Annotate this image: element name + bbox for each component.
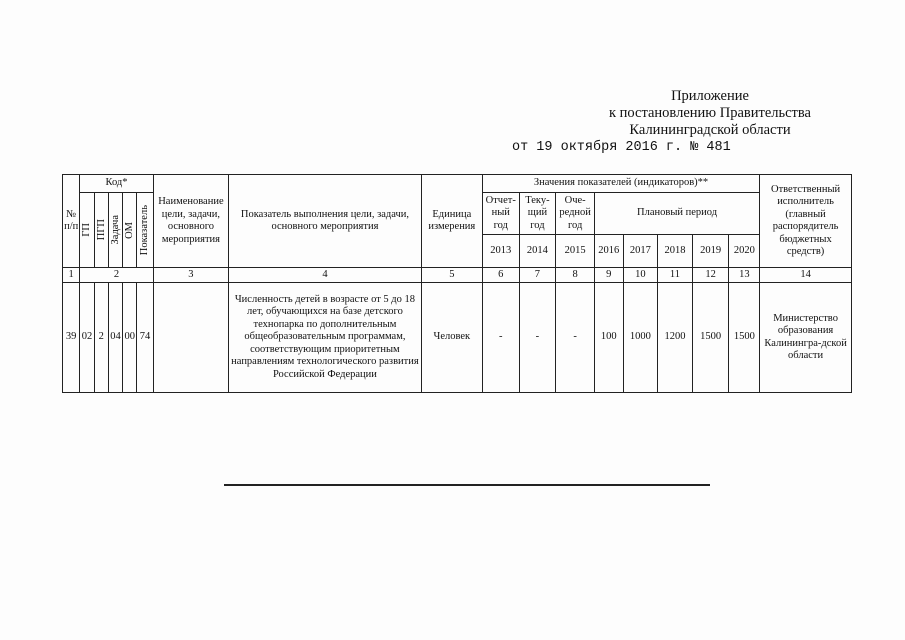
code-indicator: Показатель	[138, 204, 150, 256]
row-responsible: Министерство образования Калинингра-дской области	[760, 283, 852, 393]
row-value-2019: 1500	[692, 283, 729, 393]
row-no: 39	[63, 283, 80, 393]
row-code-pgp: 2	[94, 283, 108, 393]
code-pgp: ПГП	[95, 219, 107, 241]
end-of-document-line	[224, 484, 710, 486]
year-2020: 2020	[729, 235, 760, 268]
col-header-responsible: Ответственный исполнитель (главный распорядитель бюджетных средств)	[760, 175, 852, 268]
row-value-2015: -	[556, 283, 595, 393]
appendix-date: от 19 октября 2016 г. № 481	[512, 140, 731, 155]
col-header-indicator: Показатель выполнения цели, задачи, основного мероприятия	[229, 175, 422, 268]
code-gp: ГП	[81, 223, 93, 237]
col-number: 1	[63, 268, 80, 283]
col-number: 11	[658, 268, 693, 283]
row-value-2020: 1500	[729, 283, 760, 393]
appendix-region: Калининградской области	[629, 122, 791, 138]
table-row	[63, 283, 852, 393]
appendix-title: Приложение	[671, 88, 749, 104]
col-header-values: Значения показателей (индикаторов)**	[482, 175, 759, 193]
col-header-unit: Единица измерения	[421, 175, 482, 268]
col-number: 3	[153, 268, 228, 283]
year-2014: 2014	[519, 235, 556, 268]
row-value-2013: -	[482, 283, 519, 393]
code-om: ОМ	[124, 221, 136, 239]
year-2017: 2017	[623, 235, 658, 268]
col-header-code: Код*	[80, 175, 153, 193]
col-number: 8	[556, 268, 595, 283]
year-2018: 2018	[658, 235, 693, 268]
col-number: 4	[229, 268, 422, 283]
row-value-2018: 1200	[658, 283, 693, 393]
col-header-next-year: Оче-редной год	[556, 193, 595, 235]
year-2015: 2015	[556, 235, 595, 268]
col-number: 9	[594, 268, 623, 283]
row-indicator: Численность детей в возрасте от 5 до 18 лет, обучающихся на базе детского технопарка по дополнительным общеобразовательным программам, соответствующим приоритетным направлениям технологического развития Российской Федерации	[229, 283, 422, 393]
indicators-table	[62, 174, 852, 393]
year-2016: 2016	[594, 235, 623, 268]
row-unit: Человек	[421, 283, 482, 393]
col-number: 10	[623, 268, 658, 283]
col-header-current-year: Теку-щий год	[519, 193, 556, 235]
row-code-om: 00	[123, 283, 137, 393]
col-header-plan: Плановый период	[594, 193, 759, 235]
appendix-reference: к постановлению Правительства	[609, 105, 811, 121]
col-number: 5	[421, 268, 482, 283]
col-number: 12	[692, 268, 729, 283]
col-number: 7	[519, 268, 556, 283]
col-number: 6	[482, 268, 519, 283]
row-value-2016: 100	[594, 283, 623, 393]
col-number: 14	[760, 268, 852, 283]
code-task: Задача	[109, 215, 121, 245]
document-header	[512, 88, 860, 156]
col-header-report-year: Отчет-ный год	[482, 193, 519, 235]
col-number: 13	[729, 268, 760, 283]
row-code-task: 04	[108, 283, 122, 393]
row-code-indicator: 74	[137, 283, 153, 393]
row-name	[153, 283, 228, 393]
row-value-2017: 1000	[623, 283, 658, 393]
col-number: 2	[80, 268, 153, 283]
col-header-name: Наименование цели, задачи, основного мероприятия	[153, 175, 228, 268]
row-code-gp: 02	[80, 283, 94, 393]
year-2013: 2013	[482, 235, 519, 268]
col-header-no: № п/п	[63, 175, 80, 268]
year-2019: 2019	[692, 235, 729, 268]
row-value-2014: -	[519, 283, 556, 393]
